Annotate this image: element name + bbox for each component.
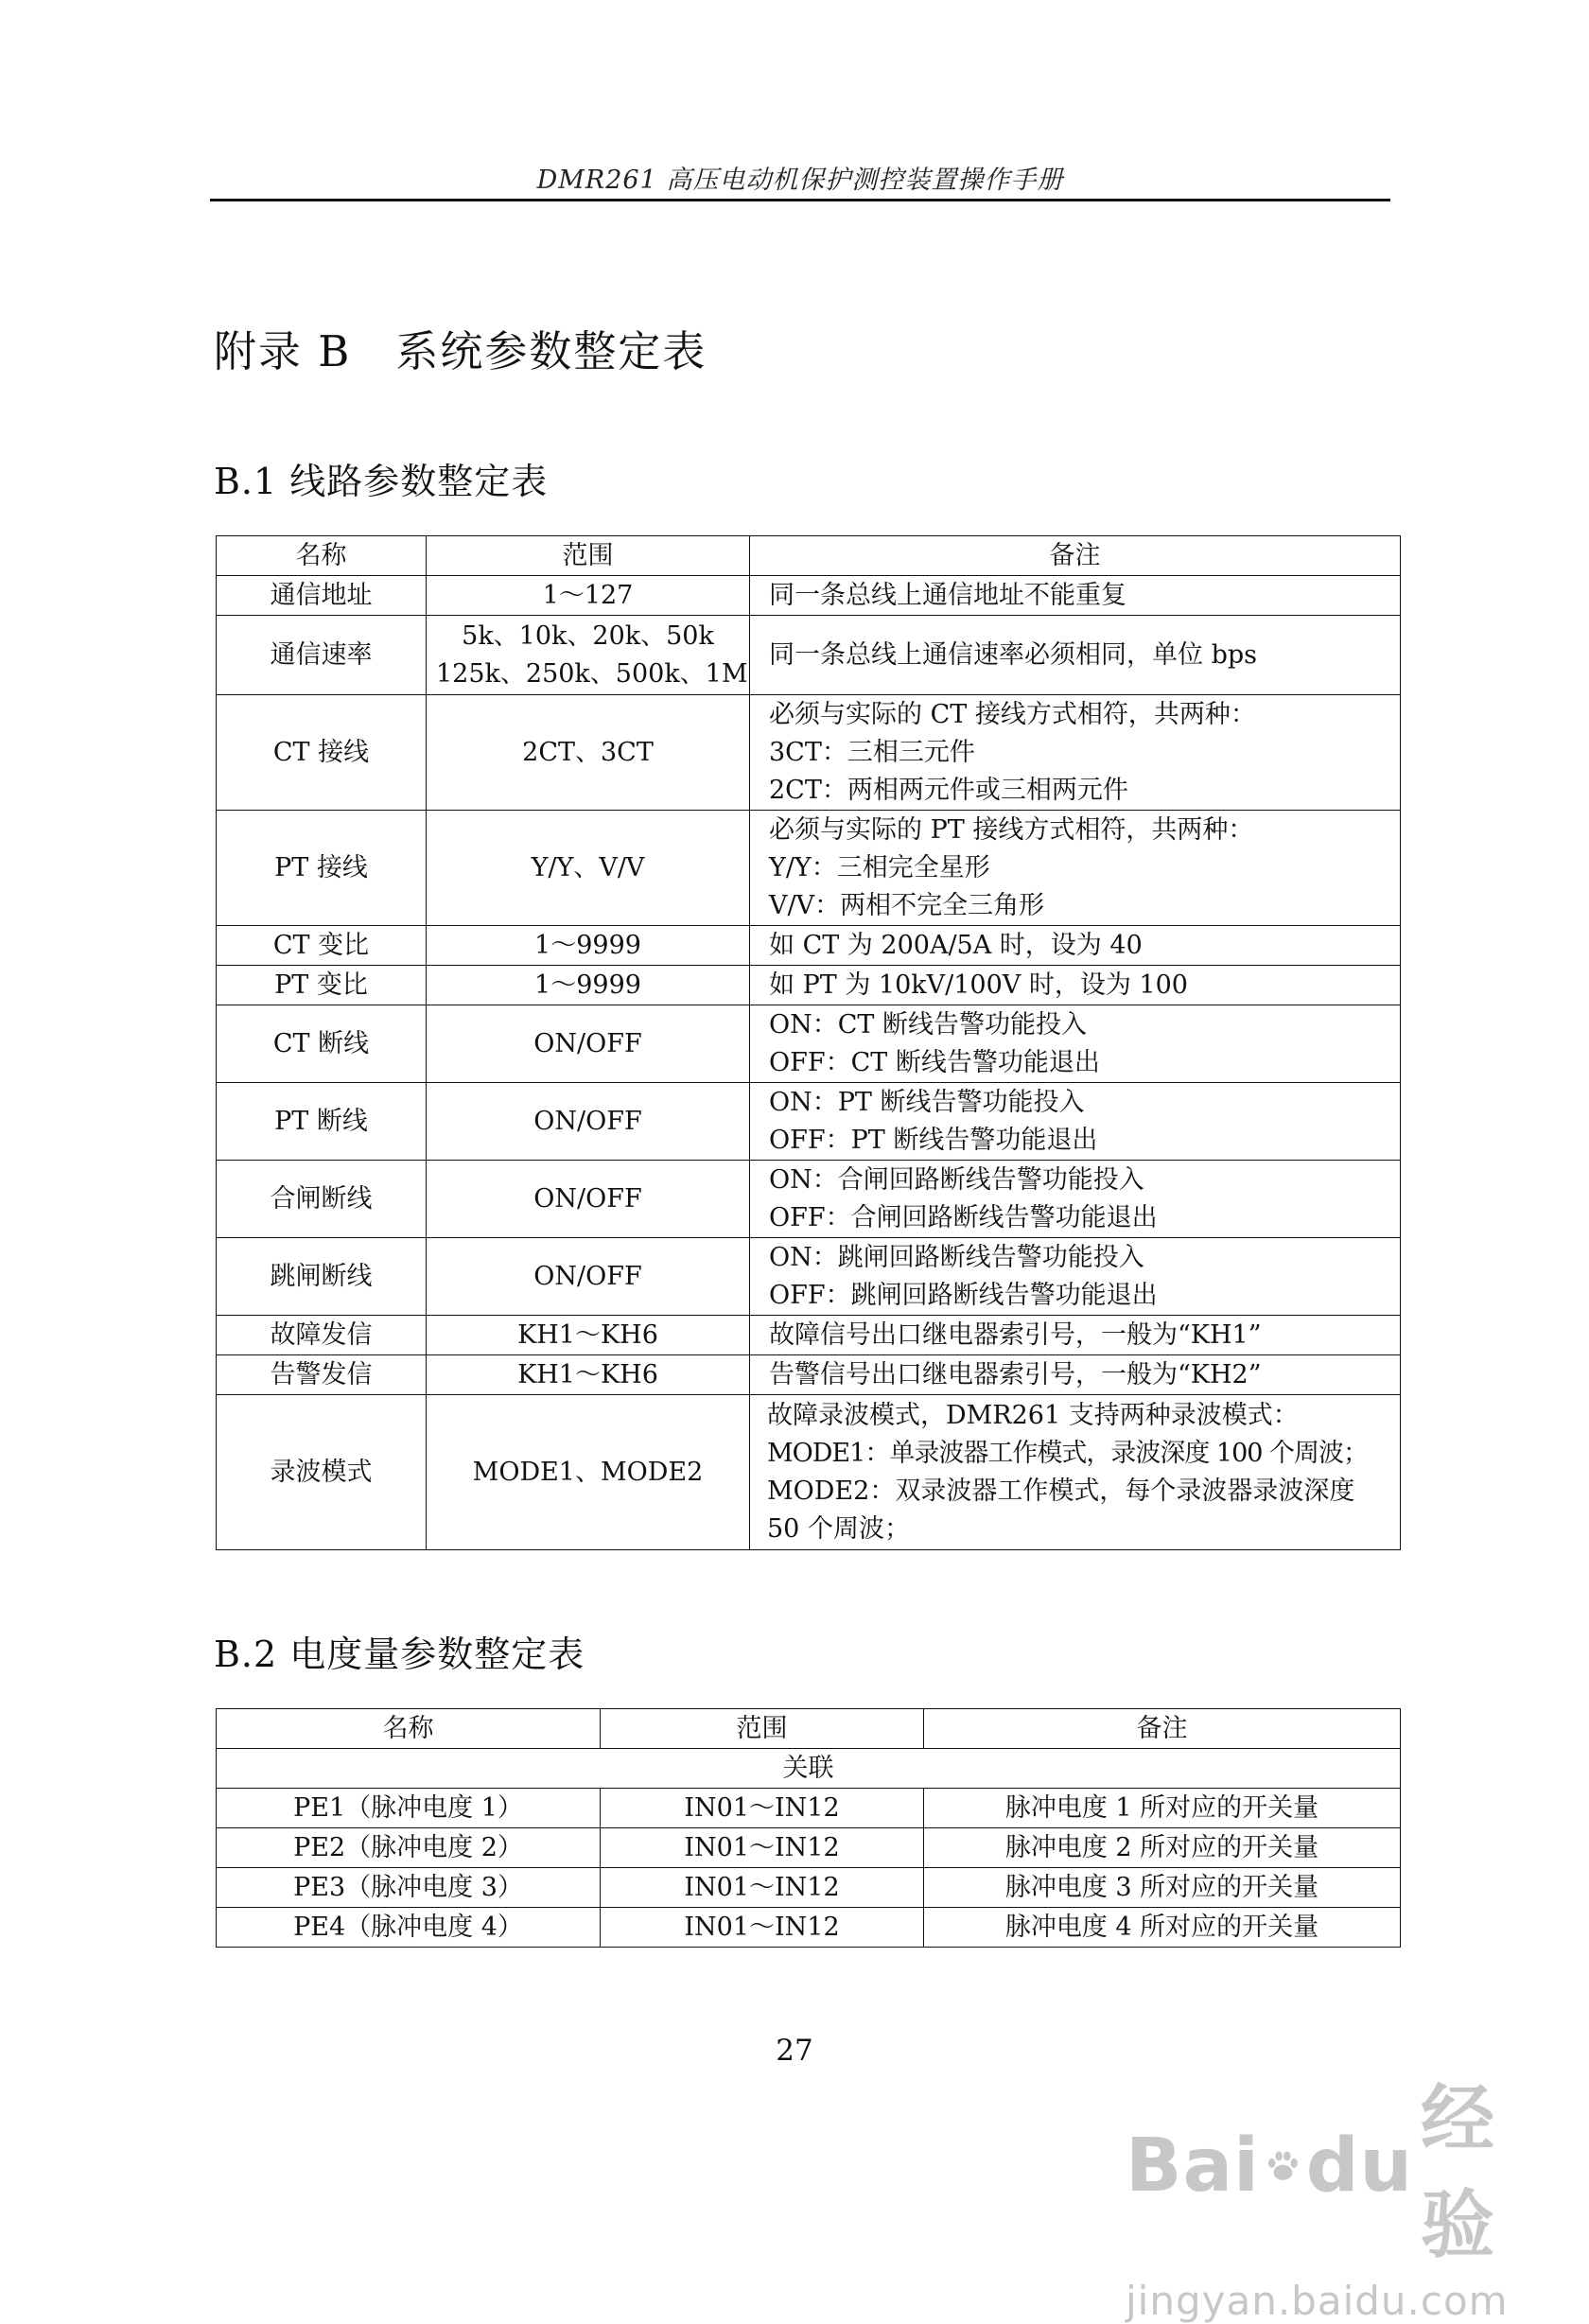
column-header-note: 备注: [750, 536, 1401, 576]
param-range: IN01～IN12: [601, 1868, 924, 1908]
table-row: [217, 576, 1401, 616]
group-label: 关联: [217, 1749, 1401, 1789]
baidu-jingyan-watermark: [1126, 2060, 1513, 2324]
param-range: IN01～IN12: [601, 1908, 924, 1948]
param-note: 故障录波模式，DMR261 支持两种录波模式： MODE1：单录波器工作模式，录波深度 100 个周波； MODE2：双录波器工作模式，每个录波器录波深度 50 个周波；: [750, 1395, 1401, 1550]
param-note: ON：PT 断线告警功能投入 OFF：PT 断线告警功能退出: [750, 1083, 1401, 1161]
param-note: 必须与实际的 PT 接线方式相符，共两种： Y/Y：三相完全星形 V/V：两相不完全三角形: [750, 811, 1401, 926]
param-name: PT 接线: [217, 811, 427, 926]
table-row: [217, 1828, 1401, 1868]
table-row: [217, 966, 1401, 1005]
appendix-title: 附录 B 系统参数整定表: [214, 326, 707, 376]
param-range: ON/OFF: [427, 1083, 750, 1161]
table-row: [217, 1868, 1401, 1908]
param-range: 2CT、3CT: [427, 695, 750, 811]
param-range: KH1～KH6: [427, 1316, 750, 1355]
param-range: KH1～KH6: [427, 1355, 750, 1395]
param-name: CT 断线: [217, 1005, 427, 1083]
param-name: PE1（脉冲电度 1）: [217, 1789, 601, 1828]
table-row: [217, 616, 1401, 695]
column-header-name: 名称: [217, 536, 427, 576]
param-range: ON/OFF: [427, 1161, 750, 1238]
param-name: 告警发信: [217, 1355, 427, 1395]
param-range: MODE1、MODE2: [427, 1395, 750, 1550]
paw-icon: [1264, 2135, 1302, 2197]
param-range: 5k、10k、20k、50k 125k、250k、500k、1M: [427, 616, 750, 695]
page-number: 27: [776, 2034, 813, 2068]
table-row: [217, 1161, 1401, 1238]
param-range: IN01～IN12: [601, 1789, 924, 1828]
watermark-logo-bai: Bai: [1126, 2123, 1260, 2209]
param-name: PE4（脉冲电度 4）: [217, 1908, 601, 1948]
line-parameter-table: [216, 535, 1401, 1550]
param-name: CT 变比: [217, 926, 427, 966]
param-note: 同一条总线上通信速率必须相同，单位 bps: [750, 616, 1401, 695]
watermark-logo: [1126, 2060, 1513, 2272]
param-name: 通信地址: [217, 576, 427, 616]
watermark-logo-du: du: [1305, 2123, 1414, 2209]
param-name: 合闸断线: [217, 1161, 427, 1238]
table-row: [217, 1908, 1401, 1948]
table-row: [217, 1083, 1401, 1161]
param-name: PT 变比: [217, 966, 427, 1005]
table-row: [217, 695, 1401, 811]
column-header-range: 范围: [427, 536, 750, 576]
watermark-url: jingyan.baidu.com: [1126, 2278, 1509, 2324]
param-name: PT 断线: [217, 1083, 427, 1161]
param-range: Y/Y、V/V: [427, 811, 750, 926]
param-range: ON/OFF: [427, 1005, 750, 1083]
table-row: [217, 1316, 1401, 1355]
param-note: 同一条总线上通信地址不能重复: [750, 576, 1401, 616]
column-header-name: 名称: [217, 1709, 601, 1749]
param-range: ON/OFF: [427, 1238, 750, 1316]
table-row: [217, 926, 1401, 966]
column-header-note: 备注: [924, 1709, 1401, 1749]
column-header-range: 范围: [601, 1709, 924, 1749]
param-name: 故障发信: [217, 1316, 427, 1355]
table-row: [217, 811, 1401, 926]
table-row: [217, 1238, 1401, 1316]
table-group-row: [217, 1749, 1401, 1789]
param-note: ON：CT 断线告警功能投入 OFF：CT 断线告警功能退出: [750, 1005, 1401, 1083]
table-row: [217, 1005, 1401, 1083]
param-note: 如 PT 为 10kV/100V 时，设为 100: [750, 966, 1401, 1005]
param-name: 录波模式: [217, 1395, 427, 1550]
param-note: 必须与实际的 CT 接线方式相符，共两种： 3CT：三相三元件 2CT：两相两元件或三相两元件: [750, 695, 1401, 811]
param-note: 如 CT 为 200A/5A 时，设为 40: [750, 926, 1401, 966]
section-b2-title: B.2 电度量参数整定表: [214, 1634, 585, 1675]
param-note: 脉冲电度 4 所对应的开关量: [924, 1908, 1401, 1948]
param-range: 1～9999: [427, 966, 750, 1005]
param-name: 跳闸断线: [217, 1238, 427, 1316]
param-name: PE3（脉冲电度 3）: [217, 1868, 601, 1908]
param-range: 1～9999: [427, 926, 750, 966]
param-note: ON：跳闸回路断线告警功能投入 OFF：跳闸回路断线告警功能退出: [750, 1238, 1401, 1316]
param-note: ON：合闸回路断线告警功能投入 OFF：合闸回路断线告警功能退出: [750, 1161, 1401, 1238]
header-rule: [210, 199, 1390, 201]
table-row: [217, 1789, 1401, 1828]
param-note: 告警信号出口继电器索引号，一般为“KH2”: [750, 1355, 1401, 1395]
watermark-logo-jingyan: 经验: [1421, 2077, 1496, 2268]
param-name: CT 接线: [217, 695, 427, 811]
param-name: 通信速率: [217, 616, 427, 695]
param-range: 1～127: [427, 576, 750, 616]
param-range: IN01～IN12: [601, 1828, 924, 1868]
section-b1-title: B.1 线路参数整定表: [214, 461, 549, 502]
table-row: [217, 1355, 1401, 1395]
param-name: PE2（脉冲电度 2）: [217, 1828, 601, 1868]
table-header-row: [217, 1709, 1401, 1749]
param-note: 脉冲电度 2 所对应的开关量: [924, 1828, 1401, 1868]
running-header: DMR261 高压电动机保护测控装置操作手册: [536, 166, 1064, 195]
param-note: 故障信号出口继电器索引号，一般为“KH1”: [750, 1316, 1401, 1355]
param-note: 脉冲电度 1 所对应的开关量: [924, 1789, 1401, 1828]
table-header-row: [217, 536, 1401, 576]
param-note: 脉冲电度 3 所对应的开关量: [924, 1868, 1401, 1908]
table-row: [217, 1395, 1401, 1550]
energy-parameter-table: [216, 1708, 1401, 1948]
